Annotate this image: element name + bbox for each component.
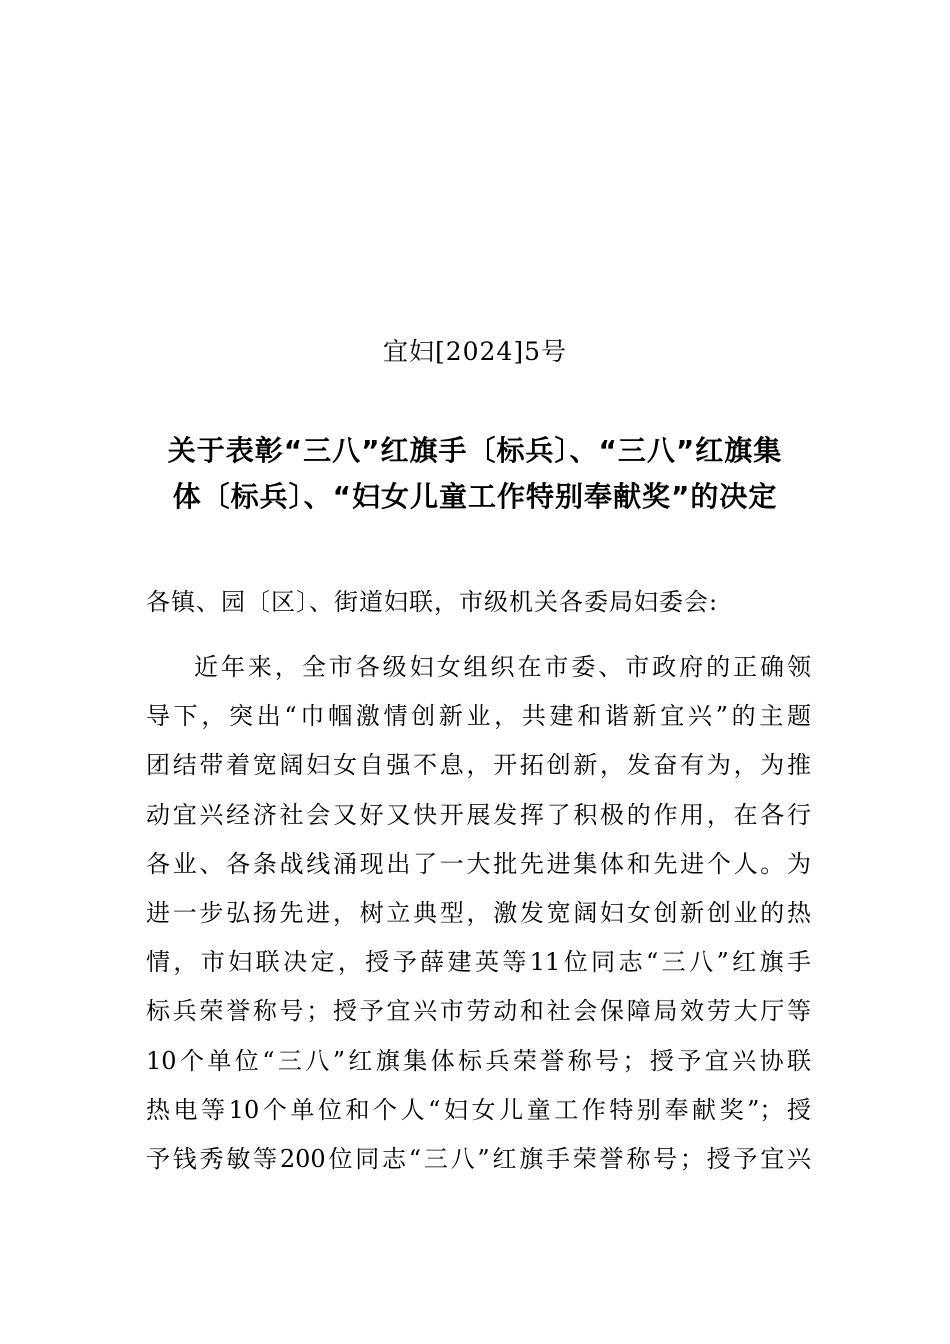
- body-line: 动宜兴经济社会又好又快开展发挥了积极的作用，在各行: [146, 800, 811, 829]
- body-line: 标兵荣誉称号；授予宜兴市劳动和社会保障局效劳大厅等: [146, 997, 811, 1026]
- body-paragraph: [146, 643, 811, 1184]
- document-title: [140, 428, 810, 520]
- body-line: 进一步弘扬先进，树立典型，激发宽阔妇女创新创业的热: [146, 899, 811, 928]
- body-line: 近年来，全市各级妇女组织在市委、市政府的正确领: [194, 653, 811, 681]
- salutation: 各镇、园〔区〕、街道妇联，市级机关各委局妇委会:: [146, 588, 719, 616]
- body-line: 予钱秀敏等200位同志“三八”红旗手荣誉称号；授予宜兴: [146, 1145, 811, 1174]
- body-line: 情，市妇联决定，授予薛建英等11位同志“三八”红旗手: [146, 948, 811, 977]
- document-number: 宜妇[2024]5号: [382, 337, 568, 366]
- body-line: 团结带着宽阔妇女自强不息，开拓创新，发奋有为，为推: [146, 751, 811, 780]
- body-line: 热电等10个单位和个人“妇女儿童工作特别奉献奖”；授: [146, 1095, 811, 1124]
- body-line: 各业、各条战线涌现出了一大批先进集体和先进个人。为: [146, 849, 811, 878]
- title-line: 体〔标兵〕、“妇女儿童工作特别奉献奖”的决定: [172, 480, 778, 513]
- title-line: 关于表彰“三八”红旗手〔标兵〕、“三八”红旗集: [167, 434, 783, 467]
- body-line: 10个单位“三八”红旗集体标兵荣誉称号；授予宜兴协联: [146, 1046, 811, 1075]
- body-line: 导下，突出“巾帼激情创新业，共建和谐新宜兴”的主题: [146, 702, 811, 731]
